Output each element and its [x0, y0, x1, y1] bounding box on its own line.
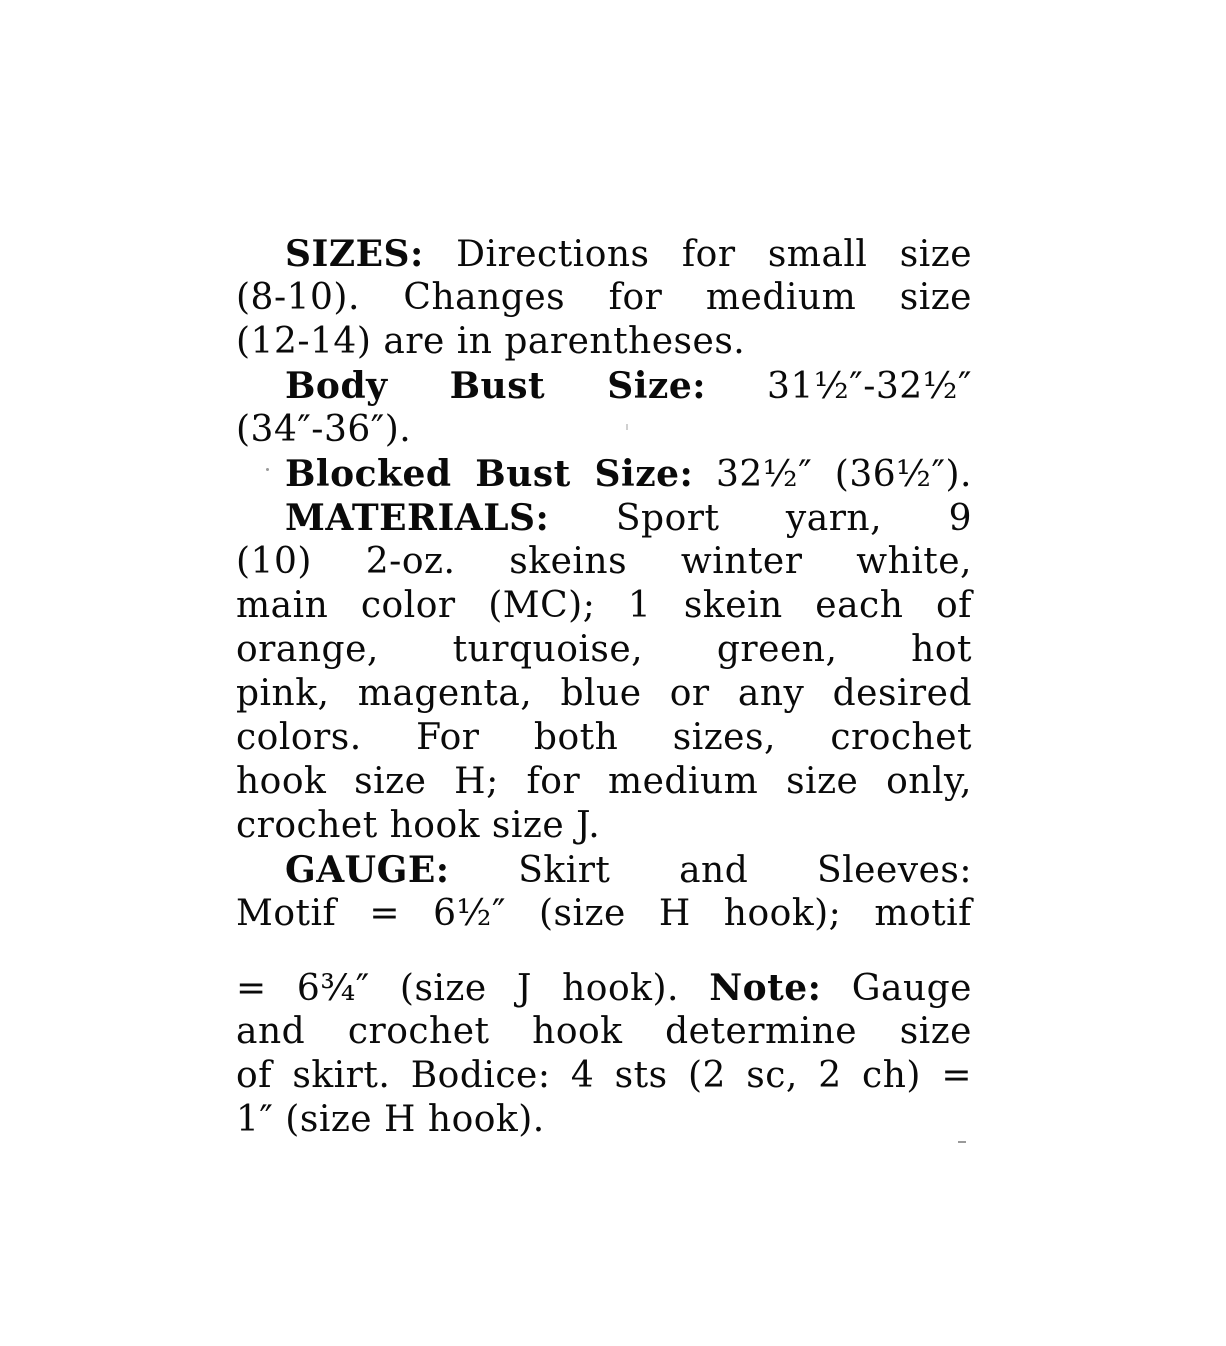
gauge-line-6: 1″ (size H hook). — [236, 1099, 545, 1140]
materials-line-4: orange, turquoise, green, hot — [236, 629, 972, 670]
materials-label: MATERIALS: — [285, 497, 550, 539]
gauge-note-text: Gauge — [851, 968, 972, 1009]
scan-speck — [958, 1141, 966, 1143]
sizes-line-3: (12-14) are in parentheses. — [236, 321, 746, 362]
sizes-line-1 — [236, 232, 972, 276]
materials-line-6: colors. For both sizes, crochet — [236, 717, 972, 758]
gauge-line-5: of skirt. Bodice: 4 sts (2 sc, 2 ch) = — [236, 1055, 972, 1096]
blocked-bust-line — [236, 452, 972, 496]
pattern-instructions-top — [236, 232, 972, 936]
materials-text: Sport yarn, 9 — [615, 498, 972, 539]
materials-line-7: hook size H; for medium size only, — [236, 761, 972, 802]
materials-line-8: crochet hook size J. — [236, 805, 601, 846]
gauge-line-2: Motif = 6½″ (size H hook); motif — [236, 893, 972, 934]
note-label: Note: — [709, 967, 822, 1009]
pattern-instructions-bottom — [236, 966, 972, 1142]
gauge-line-4: and crochet hook determine size — [236, 1011, 972, 1052]
scan-speck — [266, 468, 269, 471]
gauge-line-1 — [236, 848, 972, 892]
gauge-line-3 — [236, 966, 972, 1010]
gauge-text: Skirt and Sleeves: — [518, 850, 972, 891]
body-bust-label: Body Bust Size: — [285, 365, 707, 407]
blocked-bust-label: Blocked Bust Size: — [285, 453, 694, 495]
materials-line-2: (10) 2-oz. skeins winter white, — [236, 541, 972, 582]
gauge-size-j: = 6¾″ (size J hook). — [236, 968, 679, 1009]
sizes-line-2: (8-10). Changes for medium size — [236, 277, 972, 318]
body-bust-line-2: (34″-36″). — [236, 409, 412, 450]
blocked-bust-value: 32½″ (36½″). — [716, 454, 972, 495]
materials-line-3: main color (MC); 1 skein each of — [236, 585, 972, 626]
materials-line-5: pink, magenta, blue or any desired — [236, 673, 972, 714]
sizes-text: Directions for small size — [456, 234, 972, 275]
scan-speck — [626, 424, 628, 430]
body-bust-value: 31½″-32½″ — [767, 366, 973, 407]
materials-line-1 — [236, 496, 972, 540]
body-bust-line-1 — [236, 364, 972, 408]
sizes-label: SIZES: — [285, 233, 424, 275]
gauge-label: GAUGE: — [285, 849, 450, 891]
